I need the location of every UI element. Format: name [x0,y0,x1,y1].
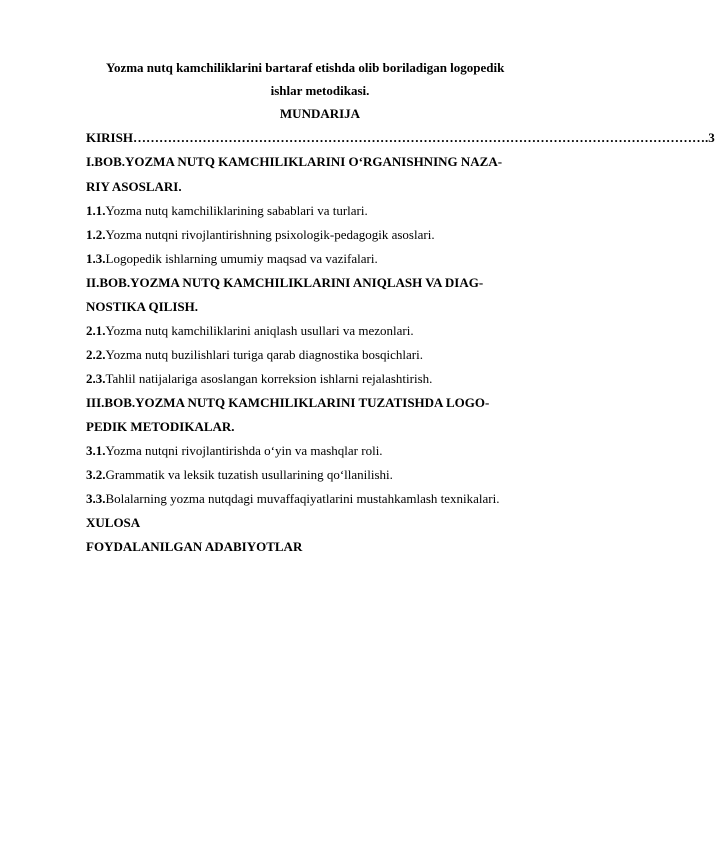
toc-item-text: Bolalarning yozma nutqdagi muvaffaqiyatlarini mustahkamlash texnikalari. [105,491,500,506]
toc-leader-dots: …………………………………………………………………………………………………………………… [132,130,705,145]
toc-references: FOYDALANILGAN ADABIYOTLAR [86,539,303,554]
toc-entry-intro [86,130,715,146]
toc-item-3-1 [86,443,383,459]
toc-item-number: 1.1. [86,203,106,218]
toc-item-1-3 [86,251,378,267]
toc-item-number: 1.3. [86,251,106,266]
chapter-3-heading-line-2: PEDIK METODIKALAR. [86,419,235,434]
toc-item-3-2 [86,467,393,483]
toc-item-number: 1.2. [86,227,106,242]
toc-item-1-1 [86,203,368,219]
toc-item-text: Grammatik va leksik tuzatish usullarining qo‘llanilishi. [105,467,393,482]
toc-conclusion: XULOSA [86,515,141,530]
toc-item-2-2 [86,347,423,363]
toc-item-text: Yozma nutq kamchiliklarining sabablari va turlari. [105,203,368,218]
toc-item-number: 2.1. [86,323,106,338]
toc-item-3-3 [86,491,500,507]
toc-intro-page: .3 [704,130,715,145]
document-title-line-1: Yozma nutq kamchiliklarini bartaraf etishda olib boriladigan logopedik [106,60,505,75]
toc-item-2-1 [86,323,414,339]
toc-item-number: 2.3. [86,371,106,386]
toc-item-text: Tahlil natijalariga asoslangan korreksion ishlarni rejalashtirish. [105,371,433,386]
chapter-2-heading-line-1: II.BOB.YOZMA NUTQ KAMCHILIKLARINI ANIQLASH VA DIAG- [86,275,484,290]
toc-item-text: Yozma nutqni rivojlantirishning psixologik-pedagogik asoslari. [105,227,435,242]
toc-item-text: Yozma nutqni rivojlantirishda o‘yin va mashqlar roli. [105,443,383,458]
chapter-3-heading-line-1: III.BOB.YOZMA NUTQ KAMCHILIKLARINI TUZATISHDA LOGO- [86,395,490,410]
toc-item-number: 2.2. [86,347,106,362]
chapter-1-heading-line-2: RIY ASOSLARI. [86,179,182,194]
document-title-line-2: ishlar metodikasi. [270,83,370,98]
toc-item-2-3 [86,371,432,387]
chapter-2-heading-line-2: NOSTIKA QILISH. [86,299,198,314]
toc-item-number: 3.3. [86,491,106,506]
toc-item-number: 3.2. [86,467,106,482]
toc-item-1-2 [86,227,435,243]
toc-item-text: Yozma nutq kamchiliklarini aniqlash usullari va mezonlari. [105,323,414,338]
chapter-1-heading-line-1: I.BOB.YOZMA NUTQ KAMCHILIKLARINI O‘RGANISHNING NAZA- [86,154,503,169]
contents-heading: MUNDARIJA [279,106,361,121]
toc-intro-label: KIRISH [86,130,133,145]
toc-item-text: Yozma nutq buzilishlari turiga qarab diagnostika bosqichlari. [105,347,423,362]
toc-item-number: 3.1. [86,443,106,458]
toc-item-text: Logopedik ishlarning umumiy maqsad va vazifalari. [105,251,378,266]
